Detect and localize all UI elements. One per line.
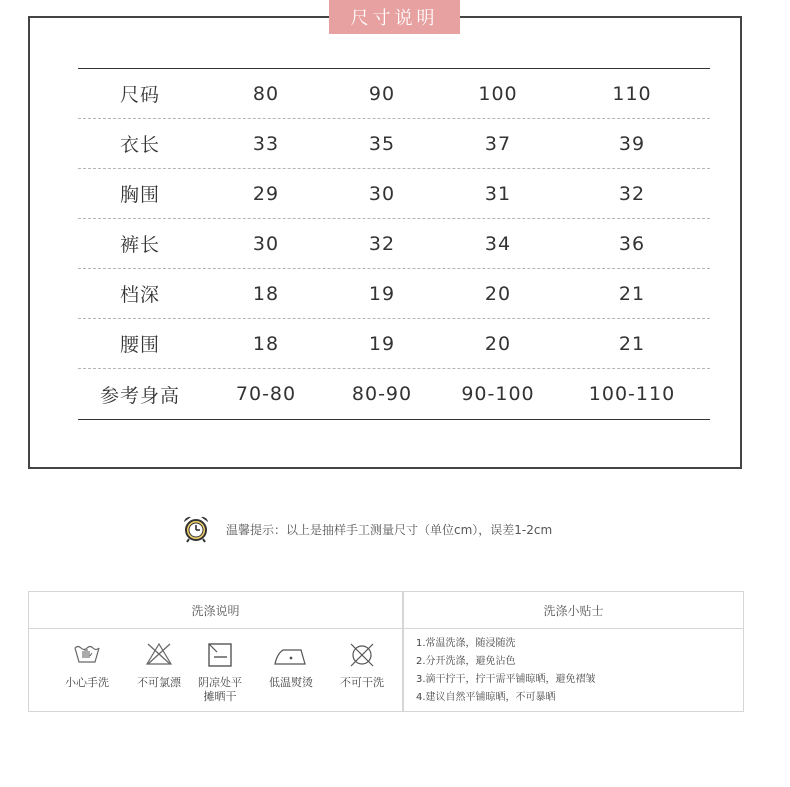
size-table — [78, 68, 710, 420]
row-header: 尺码 — [119, 84, 160, 106]
table-cell: 19 — [368, 332, 396, 355]
list-item: 1.常温洗涤，随浸随洗 — [416, 638, 516, 649]
table-cell: 34 — [484, 232, 512, 255]
table-cell: 110 — [612, 82, 652, 105]
list-item: 2.分开洗涤，避免沾色 — [416, 656, 516, 667]
table-cell: 33 — [252, 132, 280, 155]
table-row-pants-length — [78, 219, 710, 269]
table-cell: 21 — [618, 332, 646, 355]
table-row-length — [78, 119, 710, 169]
table-cell: 80 — [252, 82, 280, 105]
table-cell: 100 — [478, 82, 518, 105]
alarm-clock-icon — [180, 513, 212, 545]
table-cell: 39 — [618, 132, 646, 155]
table-cell: 31 — [484, 182, 512, 205]
row-header: 衣长 — [119, 134, 160, 156]
table-row-rise — [78, 269, 710, 319]
table-cell: 30 — [252, 232, 280, 255]
care-tips-title: 洗涤小贴士 — [543, 604, 604, 618]
no-dry-clean-icon — [349, 642, 375, 668]
table-cell: 20 — [484, 282, 512, 305]
table-cell: 30 — [368, 182, 396, 205]
care-tips-list — [416, 635, 596, 707]
row-header: 参考身高 — [99, 384, 180, 407]
table-cell: 32 — [618, 182, 646, 205]
hand-wash-label: 小心手洗 — [65, 676, 109, 689]
table-cell: 36 — [618, 232, 646, 255]
table-cell: 90 — [368, 82, 396, 105]
table-cell: 19 — [368, 282, 396, 305]
measurement-tip — [180, 513, 552, 545]
table-cell: 18 — [252, 282, 280, 305]
low-iron-icon — [273, 646, 307, 666]
row-header: 胸围 — [119, 184, 160, 206]
list-item: 4.建议自然平铺晾晒，不可暴晒 — [416, 692, 556, 703]
hand-wash-icon — [73, 642, 101, 666]
table-cell: 100-110 — [588, 383, 676, 405]
table-cell: 90-100 — [461, 383, 535, 405]
no-bleach-label: 不可氯漂 — [137, 676, 181, 689]
table-row-waist — [78, 319, 710, 369]
table-cell: 18 — [252, 332, 280, 355]
shade-flat-dry-icon — [207, 642, 233, 668]
tip-text: 温馨提示：以上是抽样手工测量尺寸（单位cm），误差1-2cm — [226, 522, 553, 537]
row-header: 裤长 — [119, 234, 160, 256]
care-panel — [28, 591, 744, 712]
table-cell: 35 — [368, 132, 396, 155]
table-cell: 37 — [484, 132, 512, 155]
no-dry-clean-label: 不可干洗 — [340, 676, 384, 689]
table-row-chest — [78, 169, 710, 219]
list-item: 3.滴干拧干，拧干需平铺晾晒，避免褶皱 — [416, 674, 596, 685]
no-bleach-icon — [145, 642, 173, 666]
table-cell: 29 — [252, 182, 280, 205]
table-row-size — [78, 69, 710, 119]
low-iron-label: 低温熨烫 — [269, 676, 313, 689]
row-header: 档深 — [119, 284, 160, 306]
table-cell: 80-90 — [351, 383, 413, 405]
table-cell: 21 — [618, 282, 646, 305]
shade-flat-dry-label: 阴凉处平 摊晒干 — [198, 676, 242, 703]
table-cell: 32 — [368, 232, 396, 255]
care-instructions-title: 洗涤说明 — [191, 604, 240, 618]
table-cell: 70-80 — [235, 383, 297, 405]
table-row-height — [78, 369, 710, 419]
row-header: 腰围 — [119, 334, 160, 356]
size-chart-title: 尺寸说明 — [329, 0, 460, 34]
table-cell: 20 — [484, 332, 512, 355]
